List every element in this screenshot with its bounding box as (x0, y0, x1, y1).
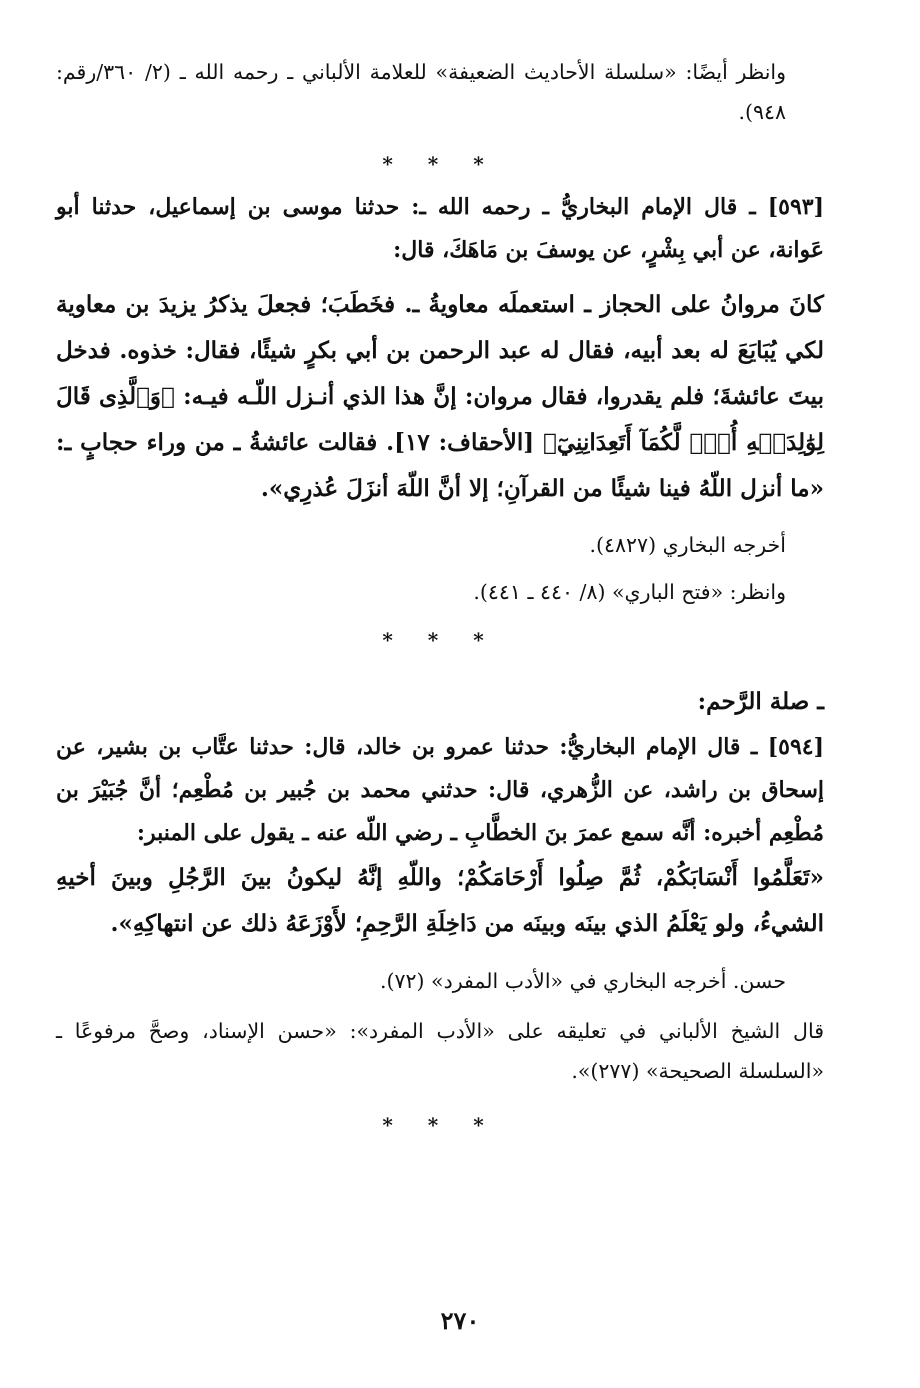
hadith-594-takhrij: حسن. أخرجه البخاري في «الأدب المفرد» (٧٢). (379, 969, 786, 993)
hadith-594-matn: «تَعَلَّمُوا أَنْسَابَكُمْ، ثُمَّ صِلُوا أَرْحَامَكُمْ؛ واللّهِ إنَّهُ ليكونُ بينَ الرَّجُلِ وبينَ أخيهِ الشيءُ، ولو يَعْلَمُ الذي بينَه وبينَه من دَاخِلَةِ الرَّحِمِ؛ لأَوْزَعَهُ ذلك عن انتهاكِهِ». (56, 864, 824, 937)
hadith-593-isnad: [٥٩٣] ـ قال الإمام البخاريُّ ـ رحمه الله ـ: حدثنا موسى بن إسماعيل، حدثنا أبو عَوانة، عن أبي بِشْرٍ، عن يوسفَ بن مَاهَكَ، قال: (56, 194, 824, 263)
hadith-594-albani-note: قال الشيخ الألباني في تعليقه على «الأدب المفرد»: «حسن الإسناد، وصحَّ مرفوعًا ـ «السلسلة الصحيحة» (٢٧٧)». (56, 1019, 824, 1083)
section-heading: ـ صلة الرَّحم: (697, 688, 824, 715)
separator: * * * (382, 628, 498, 652)
page-number: ٢٧٠ (440, 1306, 480, 1335)
intro-note: وانظر أيضًا: «سلسلة الأحاديث الضعيفة» للعلامة الألباني ـ رحمه الله ـ (٢/ ٣٦٠/رقم: ٩٤٨). (56, 60, 786, 124)
hadith-593-matn: كانَ مروانُ على الحجاز ـ استعملَه معاويةُ ـ. فخَطَبَ؛ فجعلَ يذكرُ يزيدَ بن معاوية لكي يُبَايَعَ له بعد أبيه، فقال له عبد الرحمن بن أبي بكرٍ شيئًا، فقال: خذوه. فدخل بيتَ عائشةَ؛ فلم يقدروا، فقال مروان: إنَّ هذا الذي أنـزل اللّـه فيـه: ﴿وَٱلَّذِى قَالَ لِوَٰلِدَيۡهِ أُفّٖ لَّكُمَآ أَتَعِدَانِنِيٓ﴾ [الأحقاف: ١٧]. فقالت عائشةُ ـ من وراء حجابٍ ـ: «ما أنزل اللّهُ فينا شيئًا من القرآنِ؛ إلا أنَّ اللّهَ أنزَلَ عُذرِي». (56, 291, 824, 502)
hadith-593-takhrij: أخرجه البخاري (٤٨٢٧). (589, 533, 786, 557)
hadith-594-isnad: [٥٩٤] ـ قال الإمام البخاريُّ: حدثنا عمرو بن خالد، قال: حدثنا عتَّاب بن بشير، عن إسحاق بن راشد، عن الزُّهري، قال: حدثني محمد بن جُبير بن مُطْعِم؛ أنَّ جُبَيْرَ بن مُطْعِم أخبره: أنَّه سمع عمرَ بنَ الخطَّابِ ـ رضي اللّه عنه ـ يقول على المنبر: (56, 734, 824, 846)
separator: * * * (382, 152, 498, 176)
separator: * * * (382, 1113, 498, 1137)
hadith-593-reference: وانظر: «فتح الباري» (٨/ ٤٤٠ ـ ٤٤١). (473, 580, 786, 604)
